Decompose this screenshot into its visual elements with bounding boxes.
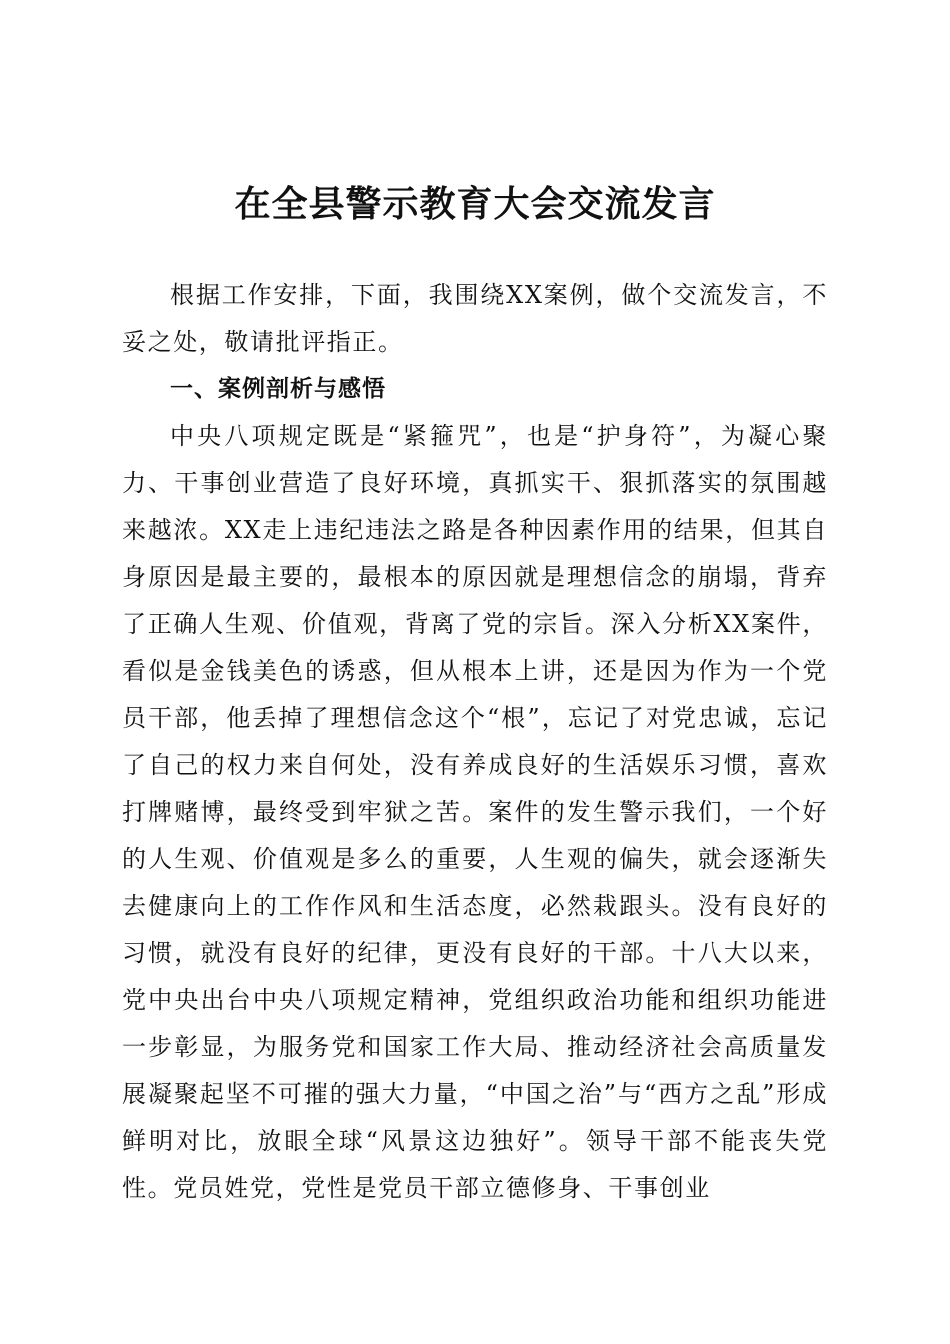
document-title: 在全县警示教育大会交流发言	[234, 183, 716, 225]
section-heading: 一、案例剖析与感悟	[170, 376, 386, 402]
section-paragraph: 中央八项规定既是“紧箍咒”，也是“护身符”，为凝心聚力、干事创业营造了良好环境，真抓实干、狠抓落实的氛围越来越浓。XX走上违纪违法之路是各种因素作用的结果，但其自身原因是最主要的，最根本的原因就是理想信念的崩塌，背弃了正确人生观、价值观，背离了党的宗旨。深入分析XX案件，看似是金钱美色的诱惑，但从根本上讲，还是因为作为一个党员干部，他丢掉了理想信念这个“根”，忘记了对党忠诚，忘记了自己的权力来自何处，没有养成良好的生活娱乐习惯，喜欢打牌赌博，最终受到牢狱之苦。案件的发生警示我们，一个好的人生观、价值观是多么的重要，人生观的偏失，就会逐渐失去健康向上的工作作风和生活态度，必然栽跟头。没有良好的习惯，就没有良好的纪律，更没有良好的干部。十八大以来，党中央出台中央八项规定精神，党组织政治功能和组织功能进一步彰显，为服务党和国家工作大局、推动经济社会高质量发展凝聚起坚不可摧的强大力量，“中国之治”与“西方之乱”形成鲜明对比，放眼全球“风景这边独好”。领导干部不能丧失党性。党员姓党，党性是党员干部立德修身、干事创业	[122, 422, 828, 1202]
intro-paragraph: 根据工作安排，下面，我围绕XX案例，做个交流发言，不妥之处，敬请批评指正。	[122, 281, 828, 356]
document-body	[122, 272, 828, 1212]
